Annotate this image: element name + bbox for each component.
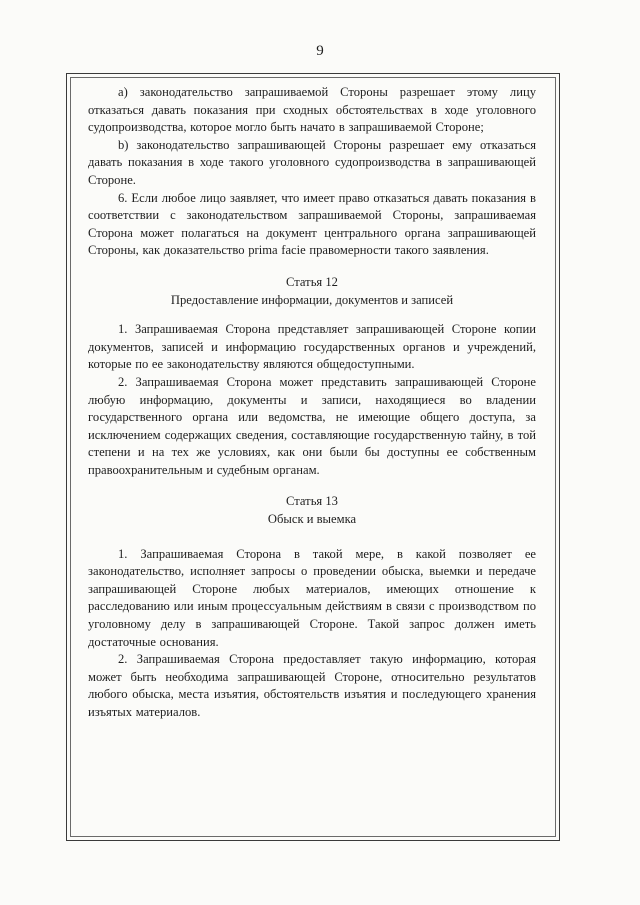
article-12-title: Предоставление информации, документов и записей	[170, 292, 454, 307]
article-12-paragraph-1: 1. Запрашиваемая Сторона представляет запрашивающей Стороне копии документов, записей и информацию государственных органов и учреждений, которые по ее законодательству являются общедоступными.	[88, 322, 536, 372]
article-12-paragraph-2: 2. Запрашиваемая Сторона может представить запрашивающей Стороне любую информацию, документы и записи, находящиеся во владении государственного органа или ведомства, не имеющие общего доступа, за исключением содержащих сведения, составляющие государственную тайну, в той степени и на тех же условиях, как они были бы доступны ее собственным правоохранительным и судебным органам.	[88, 374, 536, 477]
paragraph-subitem-a: a) законодательство запрашиваемой Стороны разрешает этому лицу отказаться давать показания при сходных обстоятельствах в ходе уголовного судопроизводства, которое могло быть начато в запрашиваемой Стороне;	[88, 85, 536, 135]
article-13-title: Обыск и выемка	[267, 512, 357, 527]
article-13-paragraph-2: 2. Запрашиваемая Сторона предоставляет такую информацию, которая может быть необходима запрашивающей Стороне, относительно результатов любого обыска, места изъятия, обстоятельств изъятия и последующего хранения изъятых материалов.	[88, 652, 536, 719]
article-13-number: Статья 13	[286, 494, 338, 509]
paragraph-subitem-b: b) законодательство запрашивающей Стороны разрешает ему отказаться давать показания в ходе такого уголовного судопроизводства в запрашивающей Стороне.	[88, 137, 536, 187]
page-number: 9	[316, 43, 324, 59]
article-13-paragraph-1: 1. Запрашиваемая Сторона в такой мере, в какой позволяет ее законодательство, исполняет запросы о проведении обыска, выемки и передаче запрашивающей Стороне любых материалов, имеющих отношение к расследованию или иным процессуальным действиям в связи с производством по уголовному делу в запрашивающей Стороне. Такой запрос должен иметь достаточные основания.	[88, 546, 536, 649]
document-body	[88, 84, 536, 722]
paragraph-item-6: 6. Если любое лицо заявляет, что имеет право отказаться давать показания в соответствии с законодательством запрашиваемой Стороны, запрашиваемая Сторона может полагаться на документ центрального органа запрашивающей Стороны, как доказательство prima facie правомерности такого заявления.	[88, 190, 536, 258]
article-12-number: Статья 12	[286, 274, 338, 289]
